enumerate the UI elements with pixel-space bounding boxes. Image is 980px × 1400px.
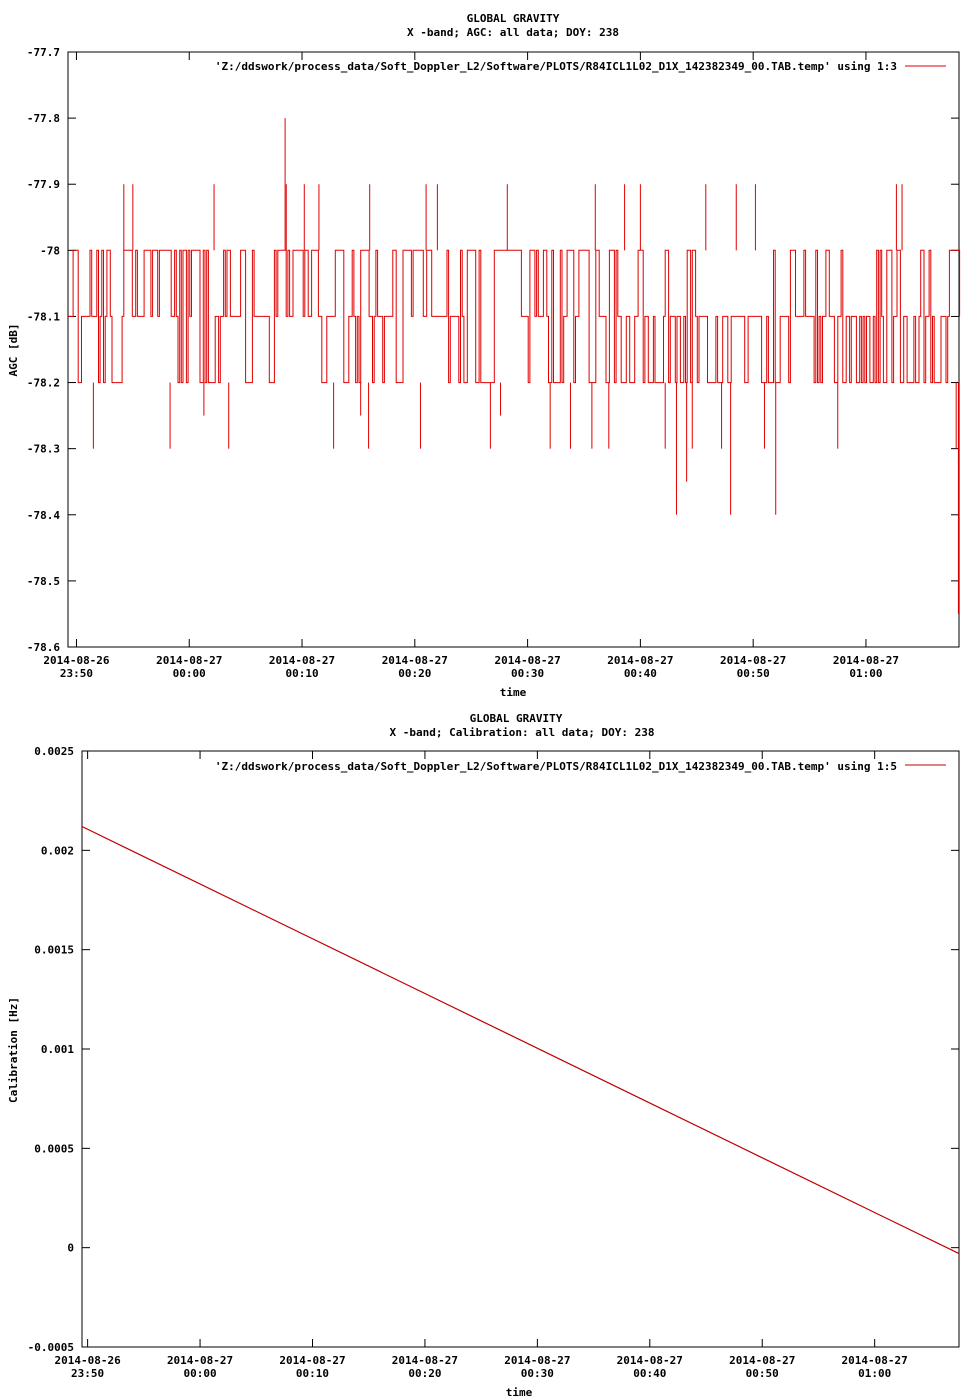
agc-x-tick-date: 2014-08-27 bbox=[720, 654, 787, 667]
agc-chart bbox=[7, 12, 960, 699]
agc-x-tick-time: 00:50 bbox=[736, 667, 770, 680]
agc-y-tick-label: -78.6 bbox=[26, 641, 60, 654]
cal-x-tick-time: 00:50 bbox=[745, 1367, 779, 1380]
agc-y-tick-label: -78.2 bbox=[26, 376, 60, 390]
cal-x-tick-date: 2014-08-27 bbox=[616, 1354, 683, 1367]
cal-x-tick-date: 2014-08-27 bbox=[391, 1354, 459, 1367]
cal-chart-subtitle: X -band; Calibration: all data; DOY: 238 bbox=[389, 726, 655, 739]
agc-y-tick-label: -78 bbox=[40, 244, 60, 258]
cal-y-tick-label: 0.0015 bbox=[34, 943, 74, 957]
agc-x-tick-time: 00:20 bbox=[398, 667, 432, 680]
cal-x-tick-date: 2014-08-27 bbox=[729, 1354, 796, 1367]
agc-x-tick-date: 2014-08-26 bbox=[43, 654, 110, 667]
cal-x-axis bbox=[55, 751, 908, 1380]
agc-x-tick-time: 00:00 bbox=[172, 667, 206, 680]
agc-x-tick-time: 00:10 bbox=[285, 667, 319, 680]
agc-x-label: time bbox=[499, 686, 527, 699]
cal-x-tick-date: 2014-08-27 bbox=[504, 1354, 571, 1367]
cal-x-tick-date: 2014-08-27 bbox=[841, 1354, 908, 1367]
cal-x-tick-time: 00:00 bbox=[183, 1367, 217, 1380]
cal-plot-frame bbox=[82, 751, 959, 1347]
cal-x-label: time bbox=[505, 1386, 533, 1399]
cal-legend-label: 'Z:/ddswork/process_data/Soft_Doppler_L2/Software/PLOTS/R84ICL1L02_D1X_142382349_00.TAB.temp' using 1:5 bbox=[214, 760, 897, 773]
cal-y-tick-label: -0.0005 bbox=[27, 1341, 74, 1354]
cal-x-tick-date: 2014-08-27 bbox=[166, 1354, 234, 1367]
agc-x-tick-time: 01:00 bbox=[849, 667, 883, 680]
agc-y-tick-label: -78.4 bbox=[26, 508, 60, 522]
agc-x-tick-date: 2014-08-27 bbox=[832, 654, 900, 667]
agc-x-tick-time: 00:40 bbox=[623, 667, 657, 680]
cal-x-tick-time: 00:20 bbox=[408, 1367, 442, 1380]
agc-y-label: AGC [dB] bbox=[7, 323, 20, 377]
cal-x-tick-time: 00:40 bbox=[633, 1367, 667, 1380]
agc-y-tick-label: -77.8 bbox=[26, 112, 60, 126]
agc-y-tick-label: -77.9 bbox=[26, 178, 60, 192]
agc-y-tick-label: -78.1 bbox=[26, 310, 60, 324]
agc-legend-label: 'Z:/ddswork/process_data/Soft_Doppler_L2/Software/PLOTS/R84ICL1L02_D1X_142382349_00.TAB.temp' using 1:3 bbox=[214, 60, 897, 73]
agc-x-tick-date: 2014-08-27 bbox=[607, 654, 674, 667]
cal-y-tick-label: 0.0025 bbox=[34, 745, 74, 758]
cal-y-label: Calibration [Hz] bbox=[7, 997, 20, 1103]
cal-y-tick-label: 0.002 bbox=[40, 844, 74, 858]
cal-chart-title: GLOBAL GRAVITY bbox=[469, 712, 563, 725]
agc-x-axis bbox=[43, 52, 899, 680]
agc-x-tick-date: 2014-08-27 bbox=[156, 654, 223, 667]
agc-x-tick-date: 2014-08-27 bbox=[494, 654, 561, 667]
agc-plot-frame bbox=[68, 52, 959, 647]
agc-spikes bbox=[93, 118, 958, 614]
cal-x-tick-date: 2014-08-26 bbox=[54, 1354, 121, 1367]
cal-x-tick-time: 01:00 bbox=[858, 1367, 892, 1380]
calibration-chart bbox=[7, 712, 959, 1399]
cal-series-line bbox=[82, 827, 959, 1254]
cal-y-tick-label: 0 bbox=[67, 1241, 74, 1255]
agc-x-tick-date: 2014-08-27 bbox=[268, 654, 336, 667]
cal-x-tick-date: 2014-08-27 bbox=[279, 1354, 346, 1367]
agc-x-tick-time: 23:50 bbox=[59, 667, 94, 680]
agc-x-tick-date: 2014-08-27 bbox=[381, 654, 448, 667]
cal-x-tick-time: 00:10 bbox=[295, 1367, 330, 1380]
agc-x-tick-time: 00:30 bbox=[511, 667, 545, 680]
cal-y-tick-label: 0.001 bbox=[40, 1043, 74, 1056]
cal-x-tick-time: 00:30 bbox=[520, 1367, 554, 1380]
agc-y-tick-label: -78.5 bbox=[26, 574, 60, 588]
agc-chart-subtitle: X -band; AGC: all data; DOY: 238 bbox=[407, 26, 619, 39]
agc-y-tick-label: -78.3 bbox=[26, 442, 60, 456]
cal-y-axis bbox=[28, 745, 959, 1354]
agc-y-tick-label: -77.7 bbox=[26, 46, 60, 59]
cal-x-tick-time: 23:50 bbox=[71, 1367, 105, 1380]
agc-chart-title: GLOBAL GRAVITY bbox=[466, 12, 560, 25]
agc-series-line bbox=[68, 250, 960, 382]
cal-y-tick-label: 0.0005 bbox=[34, 1142, 74, 1156]
